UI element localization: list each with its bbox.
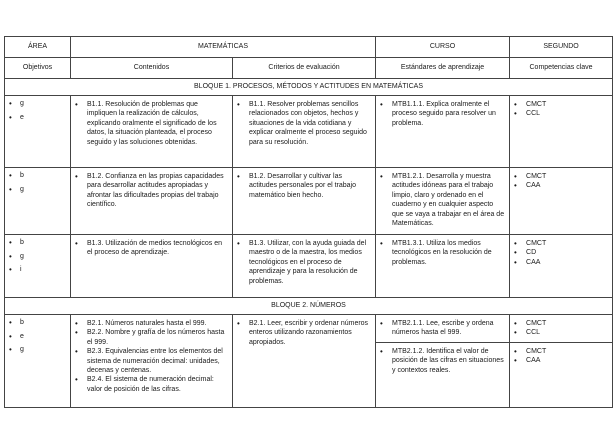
estandar xyxy=(376,96,509,130)
estandar-item: • MTB1.1.1. Explica oralmente el proceso seguido para resolver un problema. xyxy=(380,100,505,128)
criterio xyxy=(233,235,375,288)
subject-name: MATEMÁTICAS xyxy=(71,37,376,58)
competencia-item: • CCL xyxy=(514,109,608,118)
criterio-item: • B2.1. Leer, escribir y ordenar números enteros utilizando razonamientos apropiados. xyxy=(237,319,371,347)
competencia xyxy=(510,343,612,368)
objetivo xyxy=(5,315,70,361)
criterio-item: • B1.1. Resolver problemas sencillos relacionados con objetos, hechos y situaciones de la vida cotidiana y explicar oralmente el proceso seguido para su resolución. xyxy=(237,100,371,147)
objetivo-item: • e xyxy=(9,332,68,346)
criterio-cell xyxy=(233,235,376,298)
criterio-cell xyxy=(233,96,376,168)
contenido-item: • B2.2. Nombre y grafía de los números hasta el 999. xyxy=(75,328,228,347)
estandar xyxy=(376,235,509,269)
competencias-cell xyxy=(510,235,613,298)
objetivo-item: • b xyxy=(9,238,68,252)
competencia-item: • CMCT xyxy=(514,319,608,328)
criterio xyxy=(233,168,375,202)
table-row xyxy=(5,235,613,298)
table-row xyxy=(5,315,613,343)
contenido xyxy=(71,96,232,149)
contenido-item: • B1.3. Utilización de medios tecnológicos en el proceso de aprendizaje. xyxy=(75,239,228,258)
competencias-cell xyxy=(510,343,613,408)
estandar xyxy=(376,343,509,377)
competencia-item: • CAA xyxy=(514,181,608,190)
competencia xyxy=(510,235,612,269)
estandar xyxy=(376,315,509,340)
objetivo xyxy=(5,168,70,200)
objetivo-item: • i xyxy=(9,265,68,279)
competencia xyxy=(510,96,612,121)
estandar-item: • MTB1.3.1. Utiliza los medios tecnológicos en la resolución de problemas. xyxy=(380,239,505,267)
competencia-item: • CAA xyxy=(514,356,608,365)
competencia-item: • CMCT xyxy=(514,239,608,248)
competencias-cell xyxy=(510,96,613,168)
contenido xyxy=(71,235,232,260)
estandar xyxy=(376,168,509,230)
objetivo-item: • b xyxy=(9,171,68,185)
estandar-item: • MTB1.2.1. Desarrolla y muestra actitudes idóneas para el trabajo limpio, claro y ordenado en el cuaderno y en cualquier aspecto que se vaya a trabajar en el área de Matemáticas. xyxy=(380,172,505,228)
objetivo-item: • g xyxy=(9,185,68,199)
col-header-objetivos: Objetivos xyxy=(5,58,71,79)
objetivo-item: • g xyxy=(9,345,68,359)
competencia-item: • CAA xyxy=(514,258,608,267)
objetivo xyxy=(5,235,70,281)
contenidos-cell xyxy=(71,168,233,235)
estandar-cell xyxy=(376,96,510,168)
block-title-row xyxy=(5,79,613,96)
col-header-criterios: Criterios de evaluación xyxy=(233,58,376,79)
contenido-item: • B1.1. Resolución de problemas que impliquen la realización de cálculos, explicando oralmente el significado de los datos, la situación planteada, el proceso seguido y las soluciones obtenidas. xyxy=(75,100,228,147)
objetivo-item: • b xyxy=(9,318,68,332)
objetivos-cell xyxy=(5,315,71,408)
estandar-item: • MTB2.1.2. Identifica el valor de posición de las cifras en situaciones y contextos reales. xyxy=(380,347,505,375)
curriculum-table xyxy=(4,36,613,408)
competencias-cell xyxy=(510,315,613,343)
course-value: SEGUNDO xyxy=(510,37,613,58)
competencia xyxy=(510,315,612,340)
contenidos-cell xyxy=(71,96,233,168)
estandar-cell xyxy=(376,168,510,235)
contenido-item: • B1.2. Confianza en las propias capacidades para desarrollar actitudes apropiadas y afrontar las dificultades propias del trabajo científico. xyxy=(75,172,228,210)
col-header-estandares: Estándares de aprendizaje xyxy=(376,58,510,79)
competencia-item: • CD xyxy=(514,248,608,257)
block-title: BLOQUE 2. NÚMEROS xyxy=(5,298,613,315)
objetivo-item: • g xyxy=(9,252,68,266)
estandar-cell xyxy=(376,235,510,298)
criterio-item: • B1.3. Utilizar, con la ayuda guiada del maestro o de la maestra, los medios tecnológicos en el proceso de aprendizaje y para la resolución de problemas. xyxy=(237,239,371,286)
competencia-item: • CMCT xyxy=(514,347,608,356)
objetivos-cell xyxy=(5,235,71,298)
criterio-item: • B1.2. Desarrollar y cultivar las actitudes personales por el trabajo matemático bien hecho. xyxy=(237,172,371,200)
contenido xyxy=(71,168,232,212)
contenidos-cell xyxy=(71,315,233,408)
header-row-1 xyxy=(5,37,613,58)
area-label: ÁREA xyxy=(5,37,71,58)
block-title-row xyxy=(5,298,613,315)
criterio-cell xyxy=(233,315,376,408)
course-label: CURSO xyxy=(376,37,510,58)
header-row-2 xyxy=(5,58,613,79)
estandar-cell xyxy=(376,315,510,343)
objetivo-item: • e xyxy=(9,113,68,127)
contenido-item: • B2.1. Números naturales hasta el 999. xyxy=(75,319,228,328)
table-row xyxy=(5,96,613,168)
block-title: BLOQUE 1. PROCESOS, MÉTODOS Y ACTITUDES EN MATEMÁTICAS xyxy=(5,79,613,96)
criterio xyxy=(233,96,375,149)
objetivos-cell xyxy=(5,96,71,168)
col-header-contenidos: Contenidos xyxy=(71,58,233,79)
table-row xyxy=(5,168,613,235)
criterio xyxy=(233,315,375,349)
estandar-cell xyxy=(376,343,510,408)
objetivos-cell xyxy=(5,168,71,235)
col-header-competencias: Competencias clave xyxy=(510,58,613,79)
objetivo-item: • g xyxy=(9,99,68,113)
contenido xyxy=(71,315,232,396)
criterio-cell xyxy=(233,168,376,235)
competencias-cell xyxy=(510,168,613,235)
contenidos-cell xyxy=(71,235,233,298)
contenido-item: • B2.3. Equivalencias entre los elementos del sistema de numeración decimal: unidades, decenas y centenas. xyxy=(75,347,228,375)
contenido-item: • B2.4. El sistema de numeración decimal: valor de posición de las cifras. xyxy=(75,375,228,394)
competencia xyxy=(510,168,612,193)
estandar-item: • MTB2.1.1. Lee, escribe y ordena números hasta el 999. xyxy=(380,319,505,338)
objetivo xyxy=(5,96,70,128)
competencia-item: • CMCT xyxy=(514,172,608,181)
competencia-item: • CCL xyxy=(514,328,608,337)
competencia-item: • CMCT xyxy=(514,100,608,109)
